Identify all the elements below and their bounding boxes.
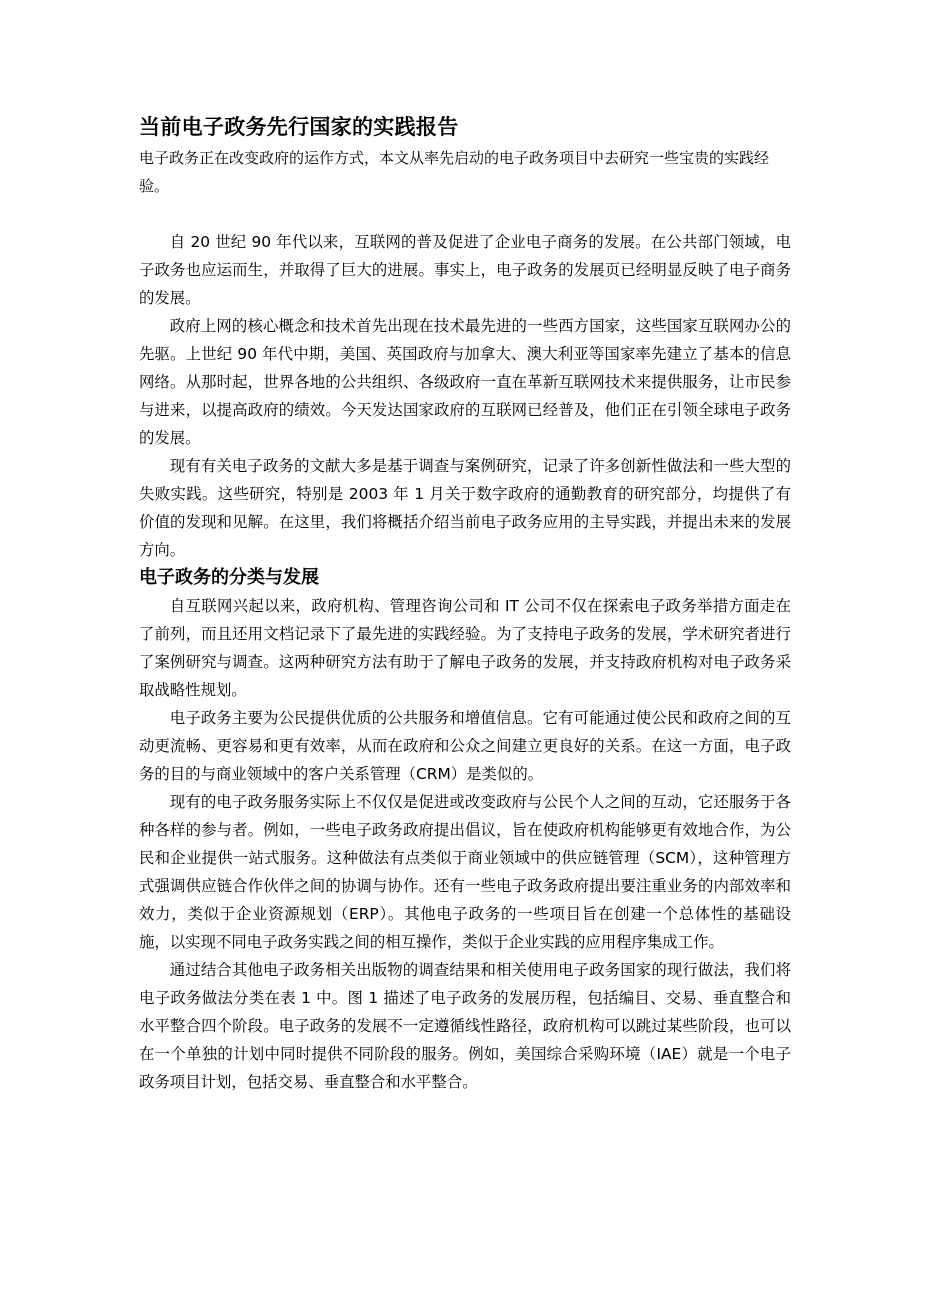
section-paragraph: 现有的电子政务服务实际上不仅仅是促进或改变政府与公民个人之间的互动，它还服务于各种各样的参与者。例如，一些电子政务政府提出倡议，旨在使政府机构能够更有效地合作，为公民和企业提供一站式服务。这种做法有点类似于商业领域中的供应链管理（SCM），这种管理方式强调供应链合作伙伴之间的协调与协作。还有一些电子政务政府提出要注重业务的内部效率和效力，类似于企业资源规划（ERP）。其他电子政务的一些项目旨在创建一个总体性的基础设施，以实现不同电子政务实践之间的相互操作，类似于企业实践的应用程序集成工作。 <box>139 793 791 951</box>
section-paragraph: 通过结合其他电子政务相关出版物的调查结果和相关使用电子政务国家的现行做法，我们将电子政务做法分类在表 1 中。图 1 描述了电子政务的发展历程，包括编目、交易、垂直整合和水平整合四个阶段。电子政务的发展不一定遵循线性路径，政府机构可以跳过某些阶段，也可以在一个单独的计划中同时提供不同阶段的服务。例如，美国综合采购环境（IAE）就是一个电子政务项目计划，包括交易、垂直整合和水平整合。 <box>139 961 791 1091</box>
section-heading: 电子政务的分类与发展 <box>139 567 319 588</box>
intro-paragraph: 现有有关电子政务的文献大多是基于调查与案例研究，记录了许多创新性做法和一些大型的失败实践。这些研究，特别是 2003 年 1 月关于数字政府的通勤教育的研究部分，均提供了有价值的发现和见解。在这里，我们将概括介绍当前电子政务应用的主导实践，并提出未来的发展方向。 <box>139 457 791 559</box>
intro-paragraph: 政府上网的核心概念和技术首先出现在技术最先进的一些西方国家，这些国家互联网办公的先驱。上世纪 90 年代中期，美国、英国政府与加拿大、澳大利亚等国家率先建立了基本的信息网络。从那时起，世界各地的公共组织、各级政府一直在革新互联网技术来提供服务，让市民参与进来，以提高政府的绩效。今天发达国家政府的互联网已经普及，他们正在引领全球电子政务的发展。 <box>139 317 791 447</box>
document-subtitle: 电子政务正在改变政府的运作方式，本文从率先启动的电子政务项目中去研究一些宝贵的实践经验。 <box>139 149 770 195</box>
document-page <box>139 112 791 1096</box>
intro-paragraph: 自 20 世纪 90 年代以来，互联网的普及促进了企业电子商务的发展。在公共部门领域，电子政务也应运而生，并取得了巨大的进展。事实上，电子政务的发展页已经明显反映了电子商务的发展。 <box>139 233 791 307</box>
section-paragraph: 电子政务主要为公民提供优质的公共服务和增值信息。它有可能通过使公民和政府之间的互动更流畅、更容易和更有效率，从而在政府和公众之间建立更良好的关系。在这一方面，电子政务的目的与商业领域中的客户关系管理（CRM）是类似的。 <box>139 709 791 783</box>
blank-line <box>139 200 791 228</box>
document-title: 当前电子政务先行国家的实践报告 <box>139 115 459 139</box>
section-paragraph: 自互联网兴起以来，政府机构、管理咨询公司和 IT 公司不仅在探索电子政务举措方面走在了前列，而且还用文档记录下了最先进的实践经验。为了支持电子政务的发展，学术研究者进行了案例研究与调查。这两种研究方法有助于了解电子政务的发展，并支持政府机构对电子政务采取战略性规划。 <box>139 597 791 699</box>
